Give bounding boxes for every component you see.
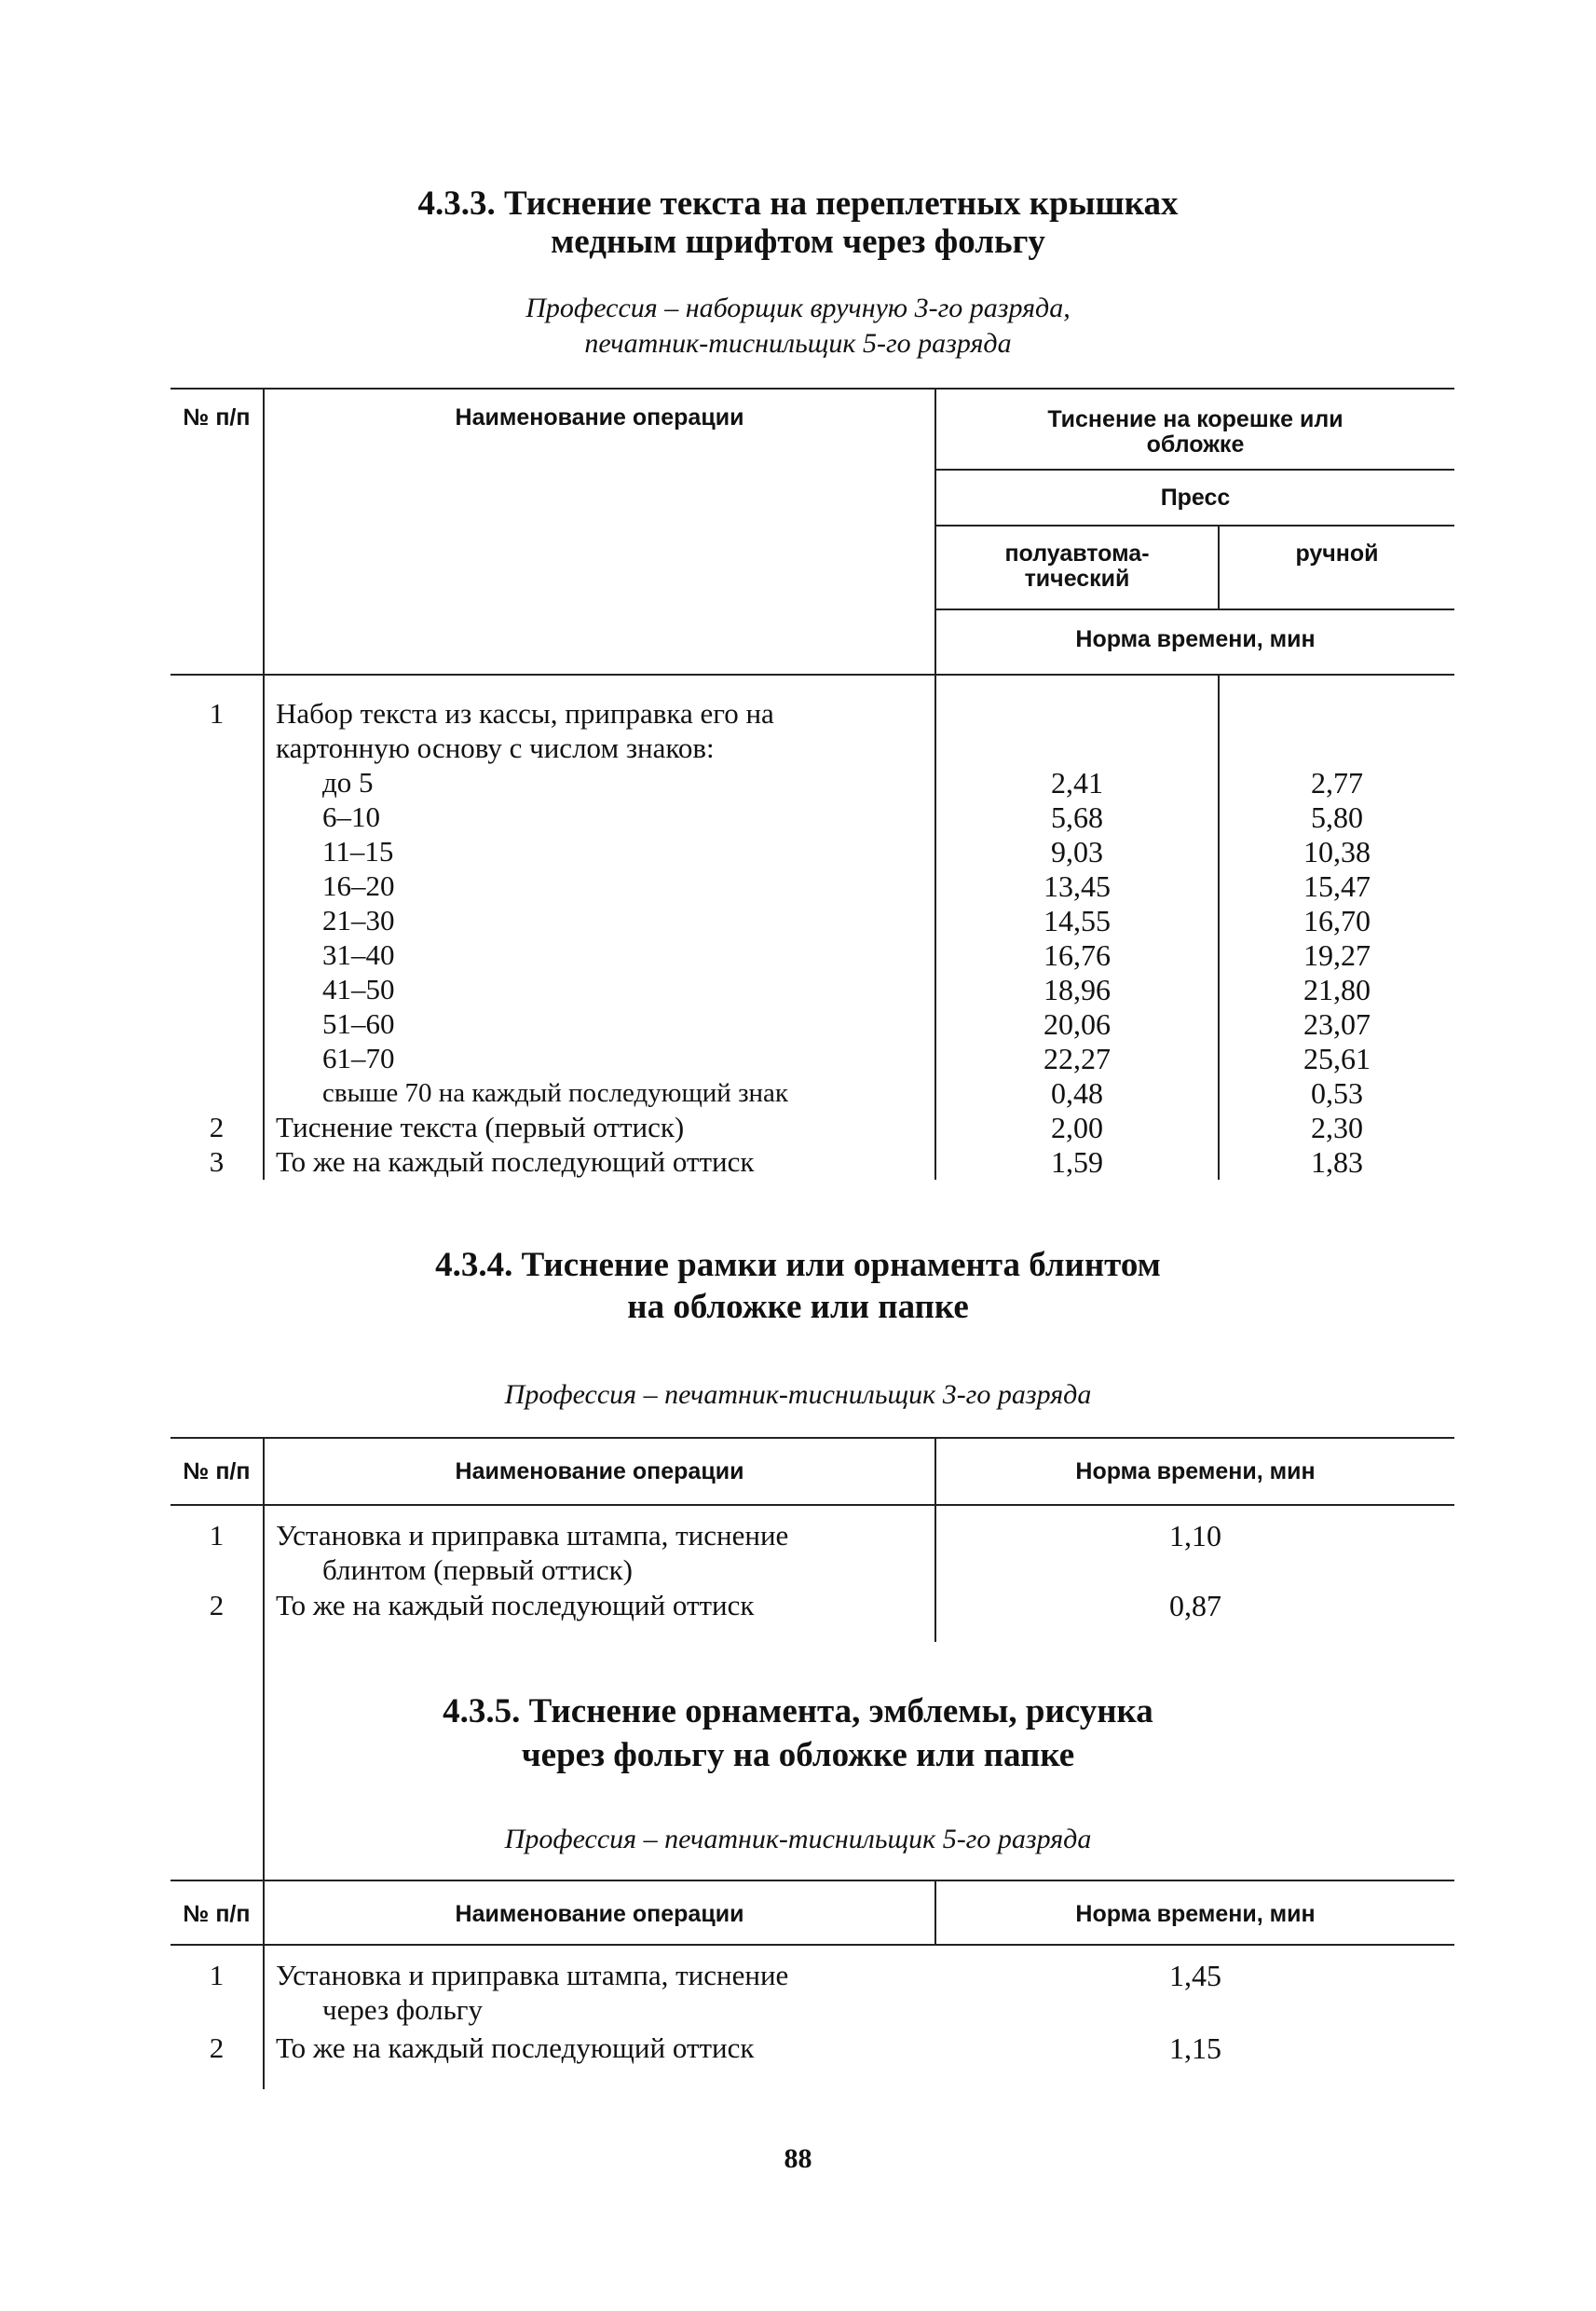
table-row-manual-value: 19,27 (1303, 938, 1371, 972)
section-433-profession-line1: Профессия – наборщик вручную 3-го разряда, (525, 293, 1071, 323)
table-row-operation: Набор текста из кассы, приправка его на (276, 697, 774, 730)
table-row-manual-value: 16,70 (1303, 904, 1371, 937)
table-434-header-time-norm: Норма времени, мин (1075, 1458, 1316, 1484)
table-row-manual-value: 2,30 (1311, 1111, 1363, 1144)
table-435-header-number: № п/п (183, 1901, 251, 1927)
section-434-title-line1: 4.3.4. Тиснение рамки или орнамента блинтом (435, 1246, 1161, 1284)
table-row-number: 1 (209, 1519, 225, 1552)
table-row-manual-value: 25,61 (1303, 1042, 1371, 1075)
table-row-manual-value: 15,47 (1303, 869, 1371, 903)
table-row-manual-value: 21,80 (1303, 973, 1371, 1006)
table-row-semiauto-value: 18,96 (1044, 973, 1111, 1006)
table-row-operation: картонную основу с числом знаков: (276, 732, 715, 764)
table-row-number: 2 (209, 1111, 225, 1143)
table-row-manual-value: 1,83 (1311, 1145, 1363, 1179)
page-number: 88 (784, 2143, 812, 2174)
section-435-title-line2: через фольгу на обложке или папке (521, 1736, 1075, 1774)
table-row-semiauto-value: 16,76 (1044, 938, 1111, 972)
table-433-header-semiauto-line2: тический (1024, 566, 1130, 592)
table-row-operation: 61–70 (322, 1042, 395, 1074)
table-row-semiauto-value: 0,48 (1051, 1076, 1103, 1110)
table-row-number: 2 (209, 2031, 225, 2064)
section-434-profession: Профессия – печатник-тиснильщик 3-го разряда (504, 1379, 1092, 1410)
table-433-col-rule-1 (263, 388, 265, 1180)
table-row-semiauto-value: 5,68 (1051, 800, 1103, 834)
table-row-manual-value: 5,80 (1311, 800, 1363, 834)
table-row-operation: То же на каждый последующий оттиск (276, 1145, 755, 1178)
table-row-operation: 11–15 (322, 835, 394, 868)
table-row-manual-value: 10,38 (1303, 835, 1371, 868)
table-row-operation: 31–40 (322, 938, 395, 971)
table-row-time-value: 0,87 (1169, 1589, 1221, 1622)
table-row-time-value: 1,45 (1169, 1959, 1221, 1992)
section-435-title-line1: 4.3.5. Тиснение орнамента, эмблемы, рисунка (443, 1692, 1153, 1730)
table-row-time-value: 1,10 (1169, 1519, 1221, 1552)
table-row-operation: 16–20 (322, 869, 395, 902)
table-433-rule-norm (934, 609, 1454, 610)
table-row-semiauto-value: 13,45 (1044, 869, 1111, 903)
table-433-header-manual: ручной (1295, 540, 1379, 567)
table-row-operation: до 5 (322, 766, 374, 799)
table-row-manual-value: 23,07 (1303, 1007, 1371, 1041)
table-row-manual-value: 2,77 (1311, 766, 1363, 800)
table-433-header-embossing-line2: обложке (1146, 431, 1245, 458)
table-row-semiauto-value: 2,41 (1051, 766, 1103, 800)
table-434-header-number: № п/п (183, 1458, 251, 1484)
section-433-title-line2: медным шрифтом через фольгу (551, 223, 1045, 261)
table-433-top-rule (171, 388, 1454, 390)
table-433-header-number: № п/п (183, 404, 251, 431)
table-433-header-press: Пресс (1160, 485, 1231, 511)
section-434-title-line2: на обложке или папке (627, 1288, 969, 1326)
table-433-header-bottom-rule (171, 674, 1454, 676)
table-row-operation: То же на каждый последующий оттиск (276, 1589, 755, 1621)
section-435-profession: Профессия – печатник-тиснильщик 5-го разряда (504, 1824, 1092, 1854)
table-row-operation-continued: через фольгу (322, 1993, 483, 2026)
table-row-number: 3 (209, 1145, 225, 1178)
table-row-semiauto-value: 9,03 (1051, 835, 1103, 868)
table-433-col-rule-3-header (1218, 525, 1220, 609)
table-433-header-semiauto-line1: полуавтома- (1004, 540, 1150, 567)
table-433-rule-press (934, 469, 1454, 471)
table-row-operation: Установка и приправка штампа, тиснение (276, 1959, 789, 1991)
table-row-manual-value: 0,53 (1311, 1076, 1363, 1110)
table-row-semiauto-value: 1,59 (1051, 1145, 1103, 1179)
table-435-header-operation: Наименование операции (455, 1901, 744, 1927)
table-row-operation: 41–50 (322, 973, 395, 1005)
table-row-operation: 51–60 (322, 1007, 395, 1040)
table-row-semiauto-value: 20,06 (1044, 1007, 1111, 1041)
table-433-header-embossing-line1: Тиснение на корешке или (1047, 406, 1344, 432)
table-row-number: 2 (209, 1589, 225, 1621)
table-433-rule-subcols (934, 525, 1454, 526)
table-row-semiauto-value: 22,27 (1044, 1042, 1111, 1075)
table-row-semiauto-value: 2,00 (1051, 1111, 1103, 1144)
table-434-header-operation: Наименование операции (455, 1458, 744, 1484)
table-433-header-time-norm: Норма времени, мин (1075, 626, 1316, 652)
table-435-header-time-norm: Норма времени, мин (1075, 1901, 1316, 1927)
table-row-number: 1 (209, 697, 225, 730)
table-row-operation: 6–10 (322, 800, 380, 833)
table-row-operation: То же на каждый последующий оттиск (276, 2031, 755, 2064)
table-row-operation-continued: блинтом (первый оттиск) (322, 1553, 633, 1586)
section-433-title-line1: 4.3.3. Тиснение текста на переплетных крышках (417, 185, 1179, 223)
table-row-operation: Установка и приправка штампа, тиснение (276, 1519, 789, 1552)
table-row-operation: свыше 70 на каждый последующий знак (322, 1078, 789, 1108)
table-433-header-operation: Наименование операции (455, 404, 744, 431)
table-row-operation: 21–30 (322, 904, 395, 937)
table-row-semiauto-value: 14,55 (1044, 904, 1111, 937)
table-row-number: 1 (209, 1959, 225, 1991)
table-row-time-value: 1,15 (1169, 2031, 1221, 2065)
table-row-operation: Тиснение текста (первый оттиск) (276, 1111, 685, 1143)
section-433-profession-line2: печатник-тиснильщик 5-го разряда (584, 328, 1012, 359)
